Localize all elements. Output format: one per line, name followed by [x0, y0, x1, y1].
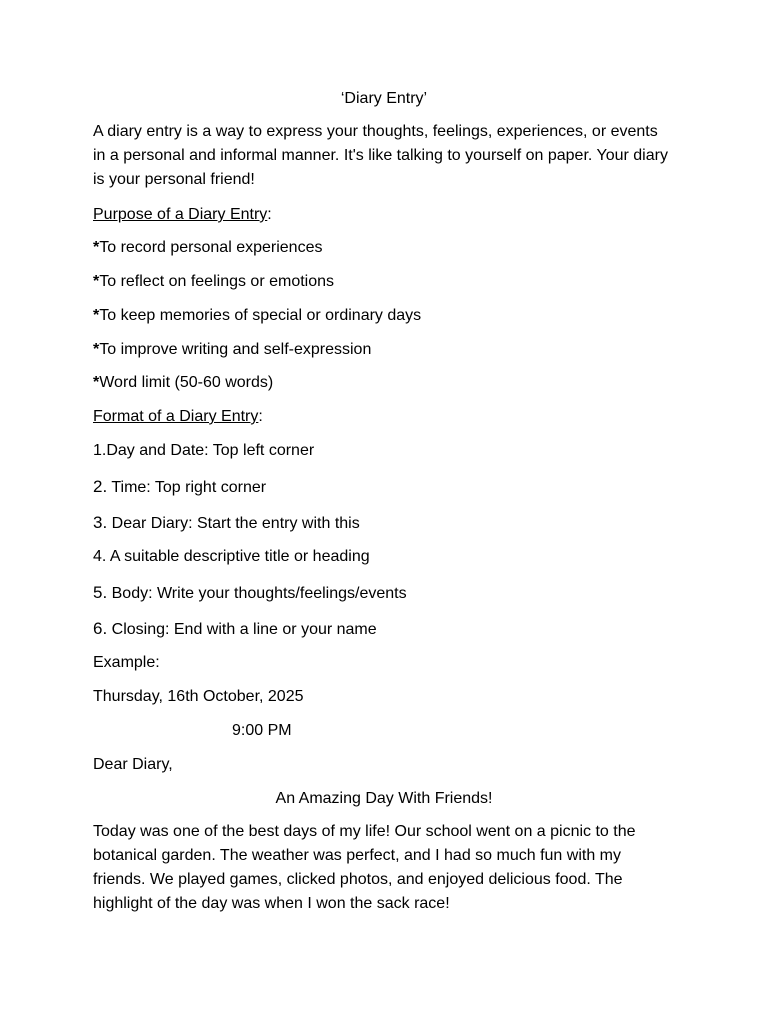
bullet-marker: *	[93, 341, 100, 358]
format-item-number: 1.	[93, 442, 107, 459]
format-item	[93, 440, 314, 462]
example-body: Today was one of the best days of my life! Our school went on a picnic to the botanical garden. The weather was perfect, and I had so much fun with my friends. We played games, clicked photos, and enjoyed delicious food. The highlight of the day was when I won the sack race!	[93, 823, 636, 912]
format-item	[93, 618, 377, 641]
bullet-marker: *	[93, 307, 100, 324]
format-item-text: A suitable descriptive title or heading	[106, 548, 370, 565]
format-item-number: 3.	[93, 513, 108, 532]
format-heading	[93, 406, 263, 428]
purpose-item-text: To record personal experiences	[99, 239, 323, 256]
example-title: An Amazing Day With Friends!	[275, 790, 493, 807]
format-item-number: 4.	[93, 548, 107, 565]
intro-paragraph: A diary entry is a way to express your thoughts, feelings, experiences, or events in a personal and informal manner. It's like talking to yourself on paper. Your diary is your personal friend!	[93, 123, 668, 188]
purpose-item	[93, 339, 371, 361]
purpose-item-text: To keep memories of special or ordinary days	[99, 307, 422, 324]
format-item-number: 2.	[93, 477, 108, 496]
format-item	[93, 582, 407, 605]
example-date: Thursday, 16th October, 2025	[93, 688, 304, 705]
format-item-text: Closing: End with a line or your name	[107, 621, 377, 638]
format-item	[93, 476, 266, 499]
format-item-text: Day and Date: Top left corner	[106, 442, 315, 459]
purpose-item	[93, 305, 421, 327]
format-item-text: Body: Write your thoughts/feelings/events	[107, 585, 407, 602]
format-item-text: Time: Top right corner	[107, 479, 267, 496]
format-item-number: 5.	[93, 583, 108, 602]
example-time: 9:00 PM	[232, 722, 292, 739]
format-heading-text: Format of a Diary Entry	[93, 408, 259, 425]
example-salutation: Dear Diary,	[93, 756, 173, 773]
purpose-heading	[93, 204, 272, 226]
purpose-heading-text: Purpose of a Diary Entry	[93, 206, 268, 223]
format-item-text: Dear Diary: Start the entry with this	[107, 515, 360, 532]
purpose-item-text: Word limit (50-60 words)	[99, 374, 274, 391]
format-item-number: 6.	[93, 619, 108, 638]
bullet-marker: *	[93, 374, 100, 391]
bullet-marker: *	[93, 239, 100, 256]
bullet-marker: *	[93, 273, 100, 290]
purpose-item	[93, 271, 334, 293]
purpose-item-text: To reflect on feelings or emotions	[99, 273, 335, 290]
purpose-item	[93, 372, 273, 394]
example-label: Example:	[93, 654, 160, 671]
format-item	[93, 512, 360, 535]
purpose-item-text: To improve writing and self-expression	[99, 341, 372, 358]
document-title: ‘Diary Entry’	[340, 90, 428, 107]
format-item	[93, 546, 370, 568]
format-heading-colon: :	[258, 408, 263, 425]
purpose-item	[93, 237, 322, 259]
purpose-heading-colon: :	[267, 206, 272, 223]
